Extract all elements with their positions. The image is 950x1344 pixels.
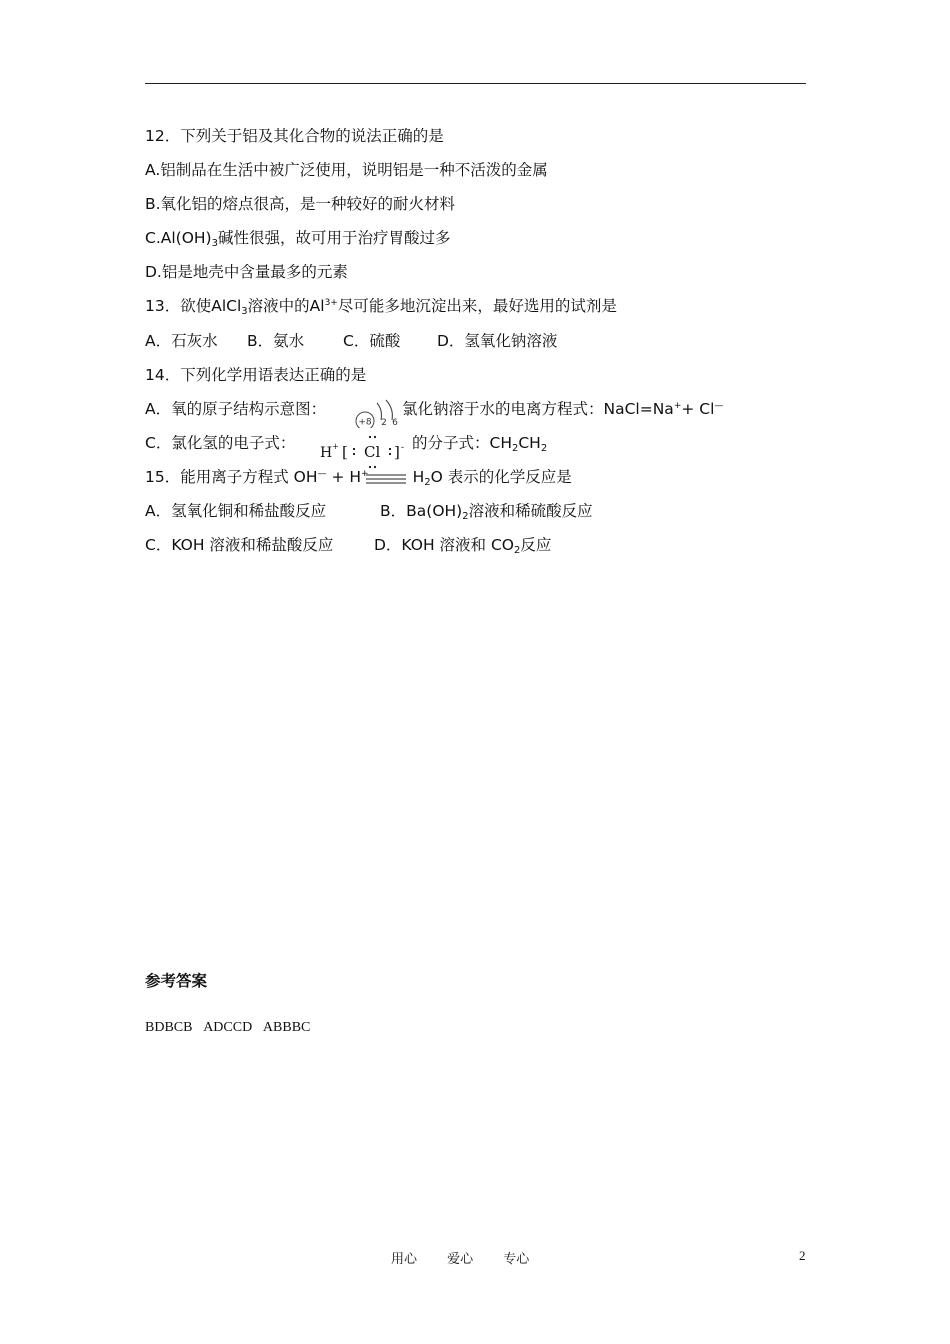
svg-text:]: ] (394, 443, 400, 461)
answers-heading: 参考答案 (145, 972, 208, 990)
q14-stem: 14．下列化学用语表达正确的是 (145, 366, 367, 384)
q14-option-a: A．氧的原子结构示意图： (145, 400, 327, 418)
q13-option-c: C．硫酸 (343, 332, 401, 350)
svg-text:-: - (401, 443, 405, 453)
q13-option-d: D．氢氧化钠溶液 (437, 332, 558, 350)
q12-stem: 12．下列关于铝及其化合物的说法正确的是 (145, 127, 444, 145)
q14-option-d: 的分子式：$CH_2CH_2$ (412, 434, 548, 454)
svg-text:H: H (320, 445, 333, 461)
q13-option-a: A．石灰水 (145, 332, 218, 350)
svg-text:2: 2 (381, 418, 387, 428)
page-number: 2 (799, 1248, 806, 1263)
svg-text:+8: +8 (358, 417, 372, 428)
oxygen-atom-structure-diagram (350, 398, 404, 428)
footer-text: 用心 爱心 专心 (391, 1252, 530, 1267)
q13-option-b: B．氨水 (247, 332, 305, 350)
q13-options (145, 331, 806, 351)
hcl-electron-formula (318, 432, 406, 472)
q14-option-b: 氯化钠溶于水的电离方程式：NaCl=Na++ Cl— (402, 400, 724, 418)
svg-text:Cl: Cl (364, 443, 381, 461)
q15-option-a: A．氢氧化铜和稀盐酸反应 (145, 502, 327, 520)
q12-option-d: D.铝是地壳中含量最多的元素 (145, 263, 348, 281)
q13-stem: 13．欲使AlCl$_3$溶液中的$Al^{3+}$尽可能多地沉淀出来，最好选用的试剂是 (145, 297, 617, 317)
q15-options-row2 (145, 535, 806, 555)
q15-option-c: C．KOH 溶液和稀盐酸反应 (145, 536, 334, 554)
q14-option-c: C．氯化氢的电子式： (145, 434, 296, 452)
q12-option-b: B.氧化铝的熔点很高，是一种较好的耐火材料 (145, 195, 456, 213)
q15-option-b: B．$Ba(OH)_2$溶液和稀硫酸反应 (380, 502, 593, 522)
q15-stem: 15．能用离子方程式 OH— + H+ $H_2O$ 表示的化学反应是 (145, 468, 572, 488)
svg-text:+: + (332, 442, 339, 451)
q12-option-c: $C.Al(OH)_3$碱性很强，故可用于治疗胃酸过多 (145, 229, 451, 249)
answers-text: BDBCB ADCCD ABBBC (145, 1020, 311, 1035)
header-rule (145, 83, 806, 84)
q15-option-d: D．KOH 溶液和 $CO_2$反应 (374, 536, 552, 556)
svg-text:[: [ (342, 443, 348, 461)
q12-option-a: A.铝制品在生活中被广泛使用，说明铝是一种不活泼的金属 (145, 161, 548, 179)
svg-text:6: 6 (392, 418, 398, 428)
q15-options-row1 (145, 501, 806, 521)
equals-sign-double-line (366, 472, 406, 486)
